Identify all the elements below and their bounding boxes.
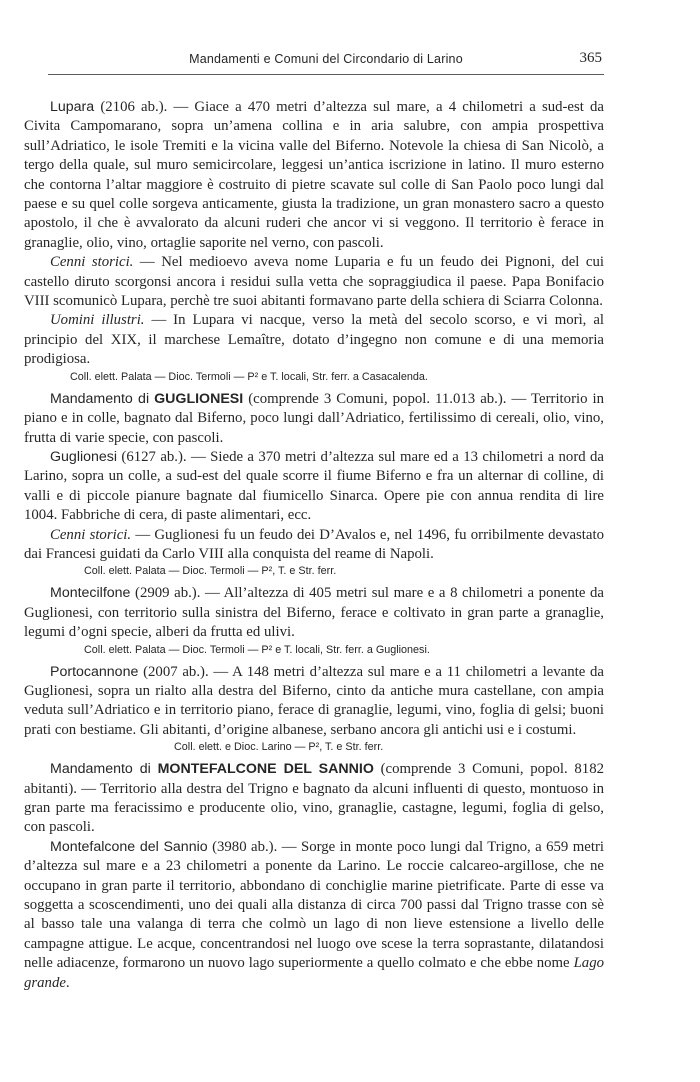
note-portocannone: Coll. elett. e Dioc. Larino — P², T. e Str. ferr. <box>174 741 384 754</box>
paragraph-portocannone <box>24 663 604 741</box>
cenni-storici-text: — Nel medioevo aveva nome Luparia e fu un feudo dei Pignoni, del cui castello diruto scorgonsi ancora i residui sulla vetta che sopraggiudica il paese. Papa Bonifacio VIII scomunicò Lupara, perchè tre suoi abitanti formavano parte della schiera di Sciarra Colonna. <box>24 254 604 310</box>
page-header <box>48 50 604 75</box>
page-body <box>24 98 604 993</box>
paragraph-guglionesi <box>24 448 604 526</box>
paragraph-guglionesi-cenni <box>24 526 604 565</box>
paragraph-lupara-cenni <box>24 253 604 311</box>
paragraph-mandamento-montefalcone <box>24 760 604 838</box>
paragraph-mandamento-guglionesi <box>24 390 604 448</box>
mandamento-label: Mandamento di <box>50 761 151 778</box>
cenni-storici-label: Cenni storici. <box>50 526 132 543</box>
page-number: 365 <box>579 50 602 66</box>
entry-text-montecilfone: (2909 ab.). — All’altezza di 405 metri sul mare e a 8 chilometri a ponente da Guglionesi, con territorio sulla sinistra del Biferno, ferace e coltivato in gran parte a granaglie, legumi d’ogni specie, alberi da frutta ed ulivi. <box>24 585 604 641</box>
entry-text-lupara: (2106 ab.). — Giace a 470 metri d’altezza sul mare, a 4 chilometri a sud-est da Civita Campomarano, sopra un’amena collina e in aria salubre, con ampia prospettiva sull’Adriatico, le isole Tremiti e la vicina valle del Biferno. Notevole la chiesa di San Nicolò, a tergo della quale, sul muro semicircolare, leggesi un’antica iscrizione in latino. Il muro esterno che contorna l’altar maggiore è costruito di pietre scavate sul colle di San Paolo poco lungi dal paese e su quel colle sorgeva anticamente, giusta la tradizione, un gran monastero sacro a questo apostolo, il che è avvalorato da alcuni ruderi che ancor vi si veggono. Il territorio è ferace in granaglie, olio, vino, ortaglie saporite nel verno, con pascoli. <box>24 99 604 251</box>
entry-name-lupara: Lupara <box>50 99 95 115</box>
note-guglionesi: Coll. elett. Palata — Dioc. Termoli — P², T. e Str. ferr. <box>84 565 337 578</box>
entry-name-portocannone: Portocannone <box>50 663 139 680</box>
entry-name-montecilfone: Montecilfone <box>50 585 131 602</box>
mandamento-text-montefalcone: (comprende 3 Comuni, popol. 8182 abitanti). — Territorio alla destra del Trigno e bagnato da alcuni influenti di questo, montuoso in gran parte ma feracissimo e producente olio, vino, granaglie, castagne, legumi, foglia di gelso, con pascoli. <box>24 761 605 836</box>
uomini-illustri-text: — In Lupara vi nacque, verso la metà del secolo scorso, e vi morì, al principio del XIX, il marchese Lemaître, dotato d’ingegno non comune e di una memoria prodigiosa. <box>24 312 604 368</box>
lago-grande-name: Lago grande <box>24 955 604 991</box>
paragraph-montefalcone <box>24 838 604 993</box>
entry-name-montefalcone: Montefalcone del Sannio <box>50 838 208 855</box>
note-lupara: Coll. elett. Palata — Dioc. Termoli — P² e T. locali, Str. ferr. a Casacalenda. <box>70 370 428 383</box>
cenni-storici-label: Cenni storici. <box>50 254 134 271</box>
mandamento-name-guglionesi: GUGLIONESI <box>154 390 244 407</box>
mandamento-label: Mandamento di <box>50 390 150 407</box>
entry-text-guglionesi: (6127 ab.). — Siede a 370 metri d’altezza sul mare ed a 13 chilometri a nord da Larino, sopra un colle, a sud-est del quale scorre il fiume Biferno e fra un alternar di colline, di valli e di piccole pianure bagnate dal fiumicello Sinarca. Opere pie con annua rendita di lire 1004. Fabbriche di cera, di paste alimentari, ecc. <box>24 448 604 524</box>
entry-text-portocannone: (2007 ab.). — A 148 metri d’altezza sul mare e a 11 chilometri a levante da Guglionesi, sopra un rialto alla destra del Biferno, cinto da antiche mura castellane, con ampia veduta sull’Adriatico e in territorio piano, ferace di granaglie, legumi, vino, foglia di gelsi; buoni prati con bestiame. Gli abitanti, d’origine albanese, serbano ancora gli antichi usi e i costumi. <box>24 663 604 738</box>
note-montecilfone: Coll. elett. Palata — Dioc. Termoli — P² e T. locali, Str. ferr. a Guglionesi. <box>84 643 430 656</box>
entry-name-guglionesi: Guglionesi <box>50 448 118 465</box>
cenni-storici-text: — Guglionesi fu un feudo dei D’Avalos e, nel 1496, fu orribilmente devastato dai Francesi guidati da Carlo VIII alla conquista del reame di Napoli. <box>24 526 604 562</box>
running-head: Mandamenti e Comuni del Circondario di Larino <box>189 52 463 66</box>
entry-end-montefalcone: . <box>65 974 70 991</box>
paragraph-montecilfone <box>24 584 604 642</box>
paragraph-lupara-uomini <box>24 311 604 369</box>
mandamento-text-guglionesi: (comprende 3 Comuni, popol. 11.013 ab.). — Territorio in piano e in colle, bagnato dal Biferno, poco lungi dall’Adriatico, fertilissimo di cereali, olio, vino, frutta di varie specie, con pascoli. <box>24 390 605 446</box>
entry-text-montefalcone: (3980 ab.). — Sorge in monte poco lungi dal Trigno, a 659 metri d’altezza sul mare e a 23 chilometri a ponente da Larino. Le roccie calcareo-argillose, che ne occupano in gran parte il territorio, abbondano di conchiglie marine pietrificate. Parte di esse va soggetta a scoscendimenti, uno dei quali alla distanza di circa 700 passi dal Trigno trasse con sè al basso tale una valanga di terra che colmò un lago di non lieve estensione a livello delle campagne attigue. Le acque, concentrandosi nel luogo ove scese la terra soprastante, dilatandosi nelle adiacenze, formarono un nuovo lago superiormente a quello colmato e che ebbe nome <box>24 838 604 972</box>
paragraph-lupara <box>24 98 604 253</box>
uomini-illustri-label: Uomini illustri. <box>50 312 145 329</box>
mandamento-name-montefalcone: MONTEFALCONE DEL SANNIO <box>157 761 374 778</box>
